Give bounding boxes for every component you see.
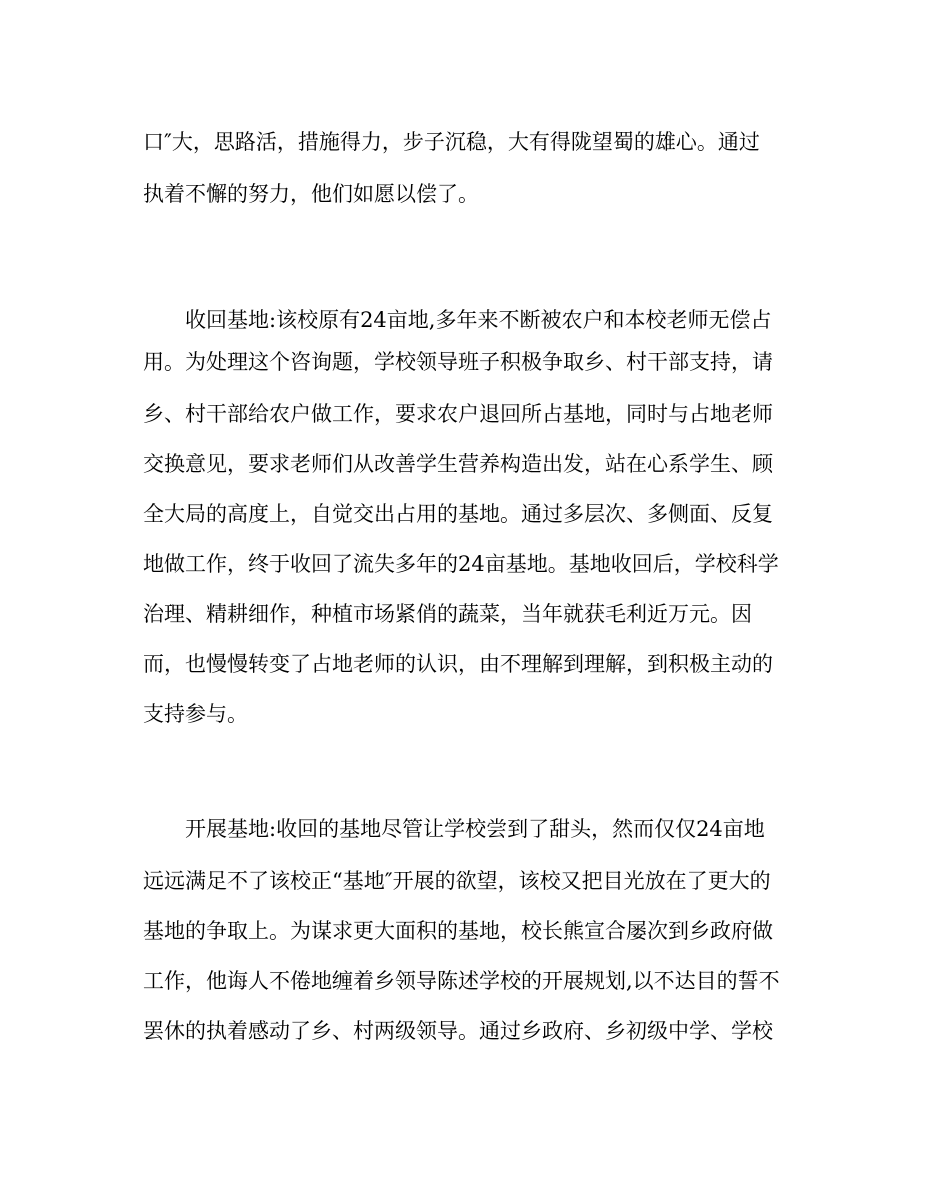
text-line: 罢休的执着感动了乡、村两级领导。通过乡政府、乡初级中学、学校 <box>143 1019 773 1043</box>
text-line: 支持参与。 <box>143 702 248 726</box>
text-line: 而，也慢慢转变了占地老师的认识，由不理解到理解，到积极主动的 <box>143 652 773 676</box>
text-line: 地做工作，终于收回了流失多年的24亩基地。基地收回后，学校科学 <box>143 552 779 576</box>
paragraph-start-line: 收回基地:该校原有24亩地,多年来不断被农户和本校老师无偿占 <box>185 308 772 332</box>
text-line: 执着不懈的努力，他们如愿以偿了。 <box>143 182 479 206</box>
text-line: 用。为处理这个咨询题，学校领导班子积极争取乡、村干部支持，请 <box>143 350 773 374</box>
paragraph-start-line: 开展基地:收回的基地尽管让学校尝到了甜头，然而仅仅24亩地 <box>185 817 765 841</box>
text-line: 治理、精耕细作，种植市场紧俏的蔬菜，当年就获毛利近万元。因 <box>143 602 752 626</box>
text-line: 乡、村干部给农户做工作，要求农户退回所占基地，同时与占地老师 <box>143 402 773 426</box>
text-line: 工作，他诲人不倦地缠着乡领导陈述学校的开展规划,以不达目的誓不 <box>143 969 780 993</box>
text-line: 口″大，思路活，措施得力，步子沉稳，大有得陇望蜀的雄心。通过 <box>143 130 760 154</box>
text-line: 全大局的高度上，自觉交出占用的基地。通过多层次、多侧面、反复 <box>143 502 773 526</box>
text-line: 远远满足不了该校正“基地″开展的欲望，该校又把目光放在了更大的 <box>143 869 771 893</box>
text-line: 交换意见，要求老师们从改善学生营养构造出发，站在心系学生、顾 <box>143 452 773 476</box>
text-line: 基地的争取上。为谋求更大面积的基地，校长熊宣合屡次到乡政府做 <box>143 919 773 943</box>
